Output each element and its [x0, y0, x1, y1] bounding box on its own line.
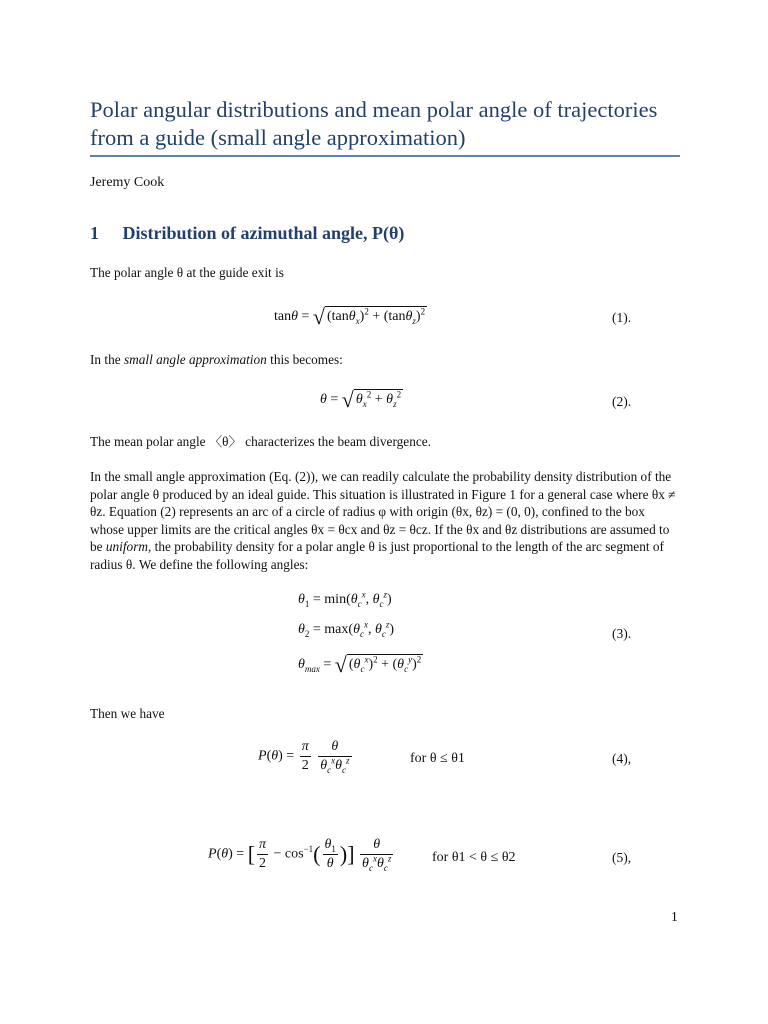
paragraph-1: The polar angle θ at the guide exit is — [90, 265, 284, 280]
paragraph-2-text-start: In the — [90, 352, 124, 367]
equation-3-number: (3). — [612, 626, 632, 641]
equation-1-number: (1). — [612, 310, 632, 325]
equation-1: tanθ = √ $(\tan\theta_x)^2 + (\tan\theta_z)^2$ — [274, 304, 426, 329]
title-divider — [90, 155, 680, 157]
section-title: Distribution of azimuthal angle, P(θ) — [122, 223, 405, 243]
equation-3-line-1: $\theta_1 = \min(\theta_c^x$, $\theta_c^z$) — [298, 589, 392, 609]
paragraph-5: Then we have — [90, 706, 165, 721]
equation-5-number: (5), — [612, 850, 632, 865]
paragraph-2-text-end: this becomes: — [266, 352, 343, 367]
equation-3-line-3: $\theta_{max}$ = √ $(\theta_c^x)^2 + (\theta_c^y)^2$ — [298, 652, 422, 677]
page-number: 1 — [671, 909, 678, 924]
equation-2-number: (2). — [612, 394, 632, 409]
section-heading — [90, 223, 404, 244]
equation-3-line-2: $\theta_2 = \max(\theta_c^x$, $\theta_c^z$) — [298, 619, 395, 639]
paragraph-4-emphasis: uniform — [105, 539, 148, 554]
paragraph-4-text-start: In the small angle approximation (Eq. (2)), we can readily calculate the probability density distribution of the polar angle θ produced by an ideal guide. This situation is illustrated in Figure 1 for a general case where θx ≠ θz. Equation (2) represents an arc of a circle of radius φ with origin (θx, θz) = (0, 0), confined to the box whose upper limits are the critical angles θx = θcx and θz = θcz. If the θx and θz distributions are assumed to be — [90, 469, 676, 554]
paragraph-3: The mean polar angle 〈θ〉 characterizes the beam divergence. — [90, 434, 431, 449]
paragraph-4 — [90, 468, 680, 573]
equation-4-number: (4), — [612, 751, 632, 766]
section-number: 1 — [90, 223, 99, 243]
equation-2: θ = √ $\theta_x^2 + \theta_z^2$ — [320, 387, 402, 412]
equation-4-condition: for θ ≤ θ1 — [410, 751, 465, 766]
paper-title: Polar angular distributions and mean polar angle of trajectories from a guide (small angle approximation) — [90, 97, 658, 150]
equation-4: P(θ) = $\frac{\pi}{2}$ $\frac{\theta}{\theta_c^x\theta_c^z}$ — [258, 739, 350, 775]
paragraph-4-text-end: , the probability density for a polar angle θ is just proportional to the length of the arc segment of radius θ. We define the following angles: — [90, 539, 664, 572]
paragraph-2 — [90, 351, 680, 369]
equation-5-condition: for θ1 < θ ≤ θ2 — [432, 850, 516, 865]
equation-5: P(θ) = [ $\frac{\pi}{2}$ − $\cos^{-1}$( $\frac{\theta_1}{\theta}$ )] $\frac{\theta}{\theta_c^x\theta_c^z}$ — [208, 837, 392, 873]
paragraph-2-emphasis: small angle approximation — [123, 352, 267, 367]
author-name: Jeremy Cook — [90, 175, 165, 190]
